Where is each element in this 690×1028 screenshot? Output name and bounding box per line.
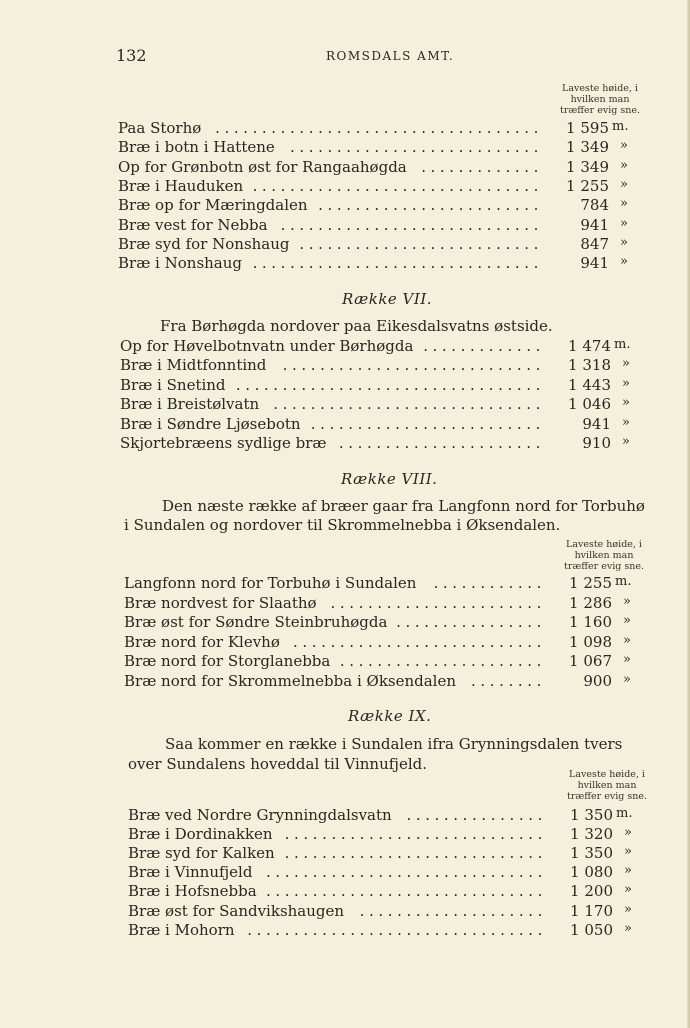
leader-dots: ............................: [284, 844, 547, 863]
snow-line-value: 847: [580, 234, 609, 253]
row-label: Bræ syd for Nonshaug: [118, 234, 290, 253]
column-heading: Laveste høide, i hvilken man træffer evig sne.: [564, 539, 644, 572]
row-label: Bræ øst for Søndre Steinbruhøgda: [124, 613, 388, 631]
unit-mark: »: [622, 395, 630, 411]
snow-line-value: 1 200: [570, 882, 613, 901]
unit-mark: m.: [616, 806, 633, 821]
row-label: Bræ i botn i Hattene: [118, 138, 275, 157]
row-label: Skjortebræens sydlige bræ: [120, 434, 327, 452]
leader-dots: .................................: [235, 375, 545, 394]
table-row: [124, 594, 643, 614]
snow-line-value: 1 255: [569, 574, 612, 592]
leader-dots: ...............................: [252, 176, 543, 195]
table-row: [128, 825, 644, 845]
snow-line-value: 1 255: [566, 176, 609, 195]
snow-line-value: 941: [580, 215, 609, 234]
row-label: Paa Storhø: [118, 119, 202, 137]
unit-mark: »: [623, 613, 631, 628]
row-label: Bræ i Nonshaug: [118, 254, 243, 273]
table-row: [118, 177, 640, 197]
leader-dots: ...............................: [252, 254, 543, 273]
row-label: Bræ i Mohorn: [128, 920, 235, 939]
leader-dots: ............................: [284, 825, 547, 844]
snow-line-value: 1 286: [569, 593, 612, 612]
table-row: [120, 337, 642, 357]
leader-dots: ......................: [338, 434, 545, 452]
unit-mark: »: [623, 593, 631, 609]
snow-line-value: 1 350: [570, 806, 613, 824]
unit-mark: m.: [614, 337, 631, 352]
table-row: [120, 395, 642, 415]
table-row: [124, 633, 643, 653]
page-header: [116, 46, 656, 70]
section-intro-vii: Fra Børhøgda nordover paa Eikesdalsvatns østside.: [160, 317, 553, 335]
leader-dots: ...............: [406, 806, 547, 824]
snow-line-value: 900: [583, 671, 612, 690]
leader-dots: ............................: [280, 215, 543, 234]
unit-mark: »: [620, 157, 628, 173]
leader-dots: .........................: [310, 414, 545, 433]
unit-mark: »: [622, 356, 630, 372]
section-intro-ix-line1: Saa kommer en række i Sundalen ifra Grynningsdalen tvers: [165, 735, 623, 753]
table-row: [124, 672, 643, 692]
row-label: Bræ i Hofsnebba: [128, 882, 257, 901]
row-label: Bræ nord for Skrommelnebba i Øksendalen: [124, 671, 457, 690]
table-row: [128, 844, 644, 864]
table-row: [128, 902, 644, 922]
snow-line-value: 1 350: [570, 844, 613, 863]
table-row: [120, 356, 642, 376]
leader-dots: .............: [421, 157, 543, 176]
table-row: [118, 196, 640, 216]
row-label: Bræ nordvest for Slaathø: [124, 593, 317, 612]
snow-line-value: 1 349: [566, 157, 609, 176]
row-label: Op for Høvelbotnvatn under Børhøgda: [120, 337, 414, 355]
row-label: Bræ i Snetind: [120, 375, 226, 394]
row-label: Bræ op for Mæringdalen: [118, 196, 308, 215]
row-label: Langfonn nord for Torbuhø i Sundalen: [124, 574, 417, 592]
unit-mark: »: [620, 215, 628, 231]
snow-line-value: 941: [582, 414, 611, 433]
unit-mark: »: [622, 414, 630, 430]
unit-mark: »: [623, 652, 631, 667]
snow-line-value: 1 170: [570, 901, 613, 920]
table-row: [120, 376, 642, 396]
leader-dots: ..............................: [265, 882, 547, 901]
snow-line-value: 1 349: [566, 138, 609, 157]
unit-mark: »: [624, 901, 632, 917]
row-label: Bræ nord for Storglanebba: [124, 652, 331, 670]
leader-dots: .............................: [273, 395, 545, 414]
leader-dots: .......................: [330, 593, 546, 612]
row-label: Bræ syd for Kalken: [128, 844, 275, 863]
column-heading: Laveste høide, i hvilken man træffer evig sne.: [560, 83, 640, 116]
unit-mark: »: [620, 234, 628, 250]
snow-line-value: 1 595: [566, 119, 609, 137]
row-label: Bræ i Søndre Ljøsebotn: [120, 414, 301, 433]
section-intro-ix-line2: over Sundalens hoveddal til Vinnufjeld.: [128, 755, 428, 773]
leader-dots: ......................: [339, 652, 546, 670]
row-label: Bræ i Midtfonntind: [120, 356, 267, 375]
table-row: [120, 434, 642, 454]
unit-mark: »: [624, 920, 632, 936]
leader-dots: ..............................: [265, 863, 547, 882]
snow-line-value: 1 318: [568, 356, 611, 375]
leader-dots: ...................................: [215, 119, 543, 137]
row-label: Bræ vest for Nebba: [118, 215, 268, 234]
table-row: [128, 863, 644, 883]
table-row: [124, 613, 643, 633]
unit-mark: »: [620, 138, 628, 154]
table-row: [118, 158, 640, 178]
leader-dots: ....................: [359, 901, 547, 920]
row-label: Bræ ved Nordre Grynningdalsvatn: [128, 806, 392, 824]
table-row: [120, 415, 642, 435]
table-row: [118, 138, 640, 158]
table-row: [124, 652, 643, 672]
unit-mark: »: [623, 671, 631, 687]
row-label: Bræ i Breistølvatn: [120, 395, 260, 414]
snow-line-value: 1 046: [568, 395, 611, 414]
table-row: [128, 806, 644, 826]
snow-line-value: 910: [582, 434, 611, 452]
row-label: Bræ i Hauduken: [118, 176, 244, 195]
unit-mark: »: [624, 844, 632, 860]
section-title-vii: Række VII.: [342, 290, 433, 308]
unit-mark: »: [624, 882, 632, 898]
leader-dots: ................: [396, 613, 546, 631]
unit-mark: »: [624, 825, 632, 841]
table-row: [124, 574, 643, 594]
snow-line-value: 1 160: [569, 613, 612, 631]
row-label: Bræ øst for Sandvikshaugen: [128, 901, 345, 920]
column-heading: Laveste høide, i hvilken man træffer evig sne.: [567, 769, 647, 802]
row-label: Bræ i Vinnufjeld: [128, 863, 253, 882]
snow-line-value: 1 067: [569, 652, 612, 670]
snow-line-value: 1 050: [570, 920, 613, 939]
leader-dots: .............: [423, 337, 545, 355]
leader-dots: ...........................: [290, 138, 543, 157]
unit-mark: »: [622, 375, 630, 391]
leader-dots: ........: [471, 671, 546, 690]
row-label: Op for Grønbotn øst for Rangaahøgda: [118, 157, 407, 176]
unit-mark: »: [624, 863, 632, 879]
unit-mark: »: [623, 632, 631, 648]
running-head: ROMSDALS AMT.: [326, 49, 455, 63]
unit-mark: m.: [612, 119, 629, 134]
snow-line-value: 784: [580, 196, 609, 215]
unit-mark: »: [620, 176, 628, 192]
table-row: [128, 921, 644, 941]
row-label: Bræ i Dordinakken: [128, 825, 273, 844]
leader-dots: ...........................: [293, 632, 546, 651]
unit-mark: »: [620, 196, 628, 212]
snow-line-value: 1 320: [570, 825, 613, 844]
table-row: [118, 119, 640, 139]
snow-line-value: 1 080: [570, 863, 613, 882]
table-row: [118, 254, 640, 274]
page-number: 132: [116, 46, 147, 65]
unit-mark: »: [620, 254, 628, 270]
table-row: [118, 216, 640, 236]
row-label: Bræ nord for Klevhø: [124, 632, 280, 651]
leader-dots: ................................: [247, 920, 547, 939]
snow-line-value: 1 474: [568, 337, 611, 355]
section-title-viii: Række VIII.: [341, 470, 438, 488]
section-intro-viii-line2: i Sundalen og nordover til Skrommelnebba i Øksendalen.: [124, 516, 561, 534]
leader-dots: ..........................: [299, 234, 543, 253]
snow-line-value: 1 443: [568, 375, 611, 394]
section-title-ix: Række IX.: [348, 707, 432, 725]
leader-dots: ............: [433, 574, 546, 592]
leader-dots: ........................: [318, 196, 543, 215]
snow-line-value: 1 098: [569, 632, 612, 651]
table-row: [118, 235, 640, 255]
unit-mark: »: [622, 434, 630, 449]
section-intro-viii-line1: Den næste række af bræer gaar fra Langfonn nord for Torbuhø: [162, 497, 645, 515]
snow-line-value: 941: [580, 254, 609, 273]
table-row: [128, 882, 644, 902]
unit-mark: m.: [615, 574, 632, 589]
leader-dots: ............................: [282, 356, 545, 375]
